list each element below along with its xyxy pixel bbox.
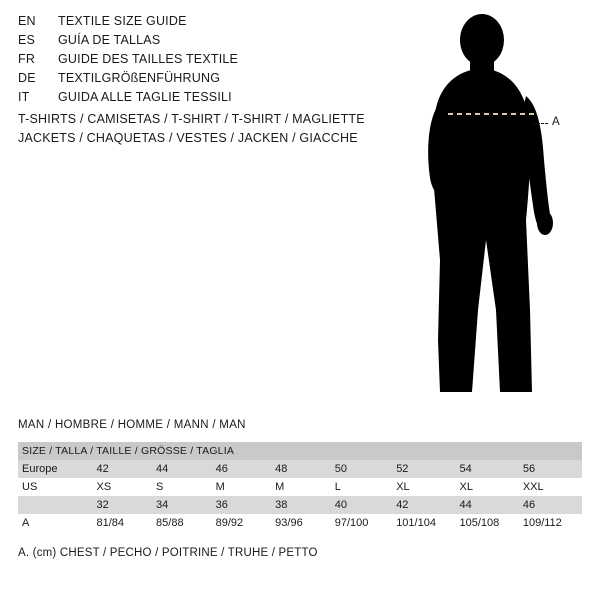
cell-us-5: XL bbox=[392, 478, 455, 496]
cell-europe-4: 50 bbox=[331, 460, 392, 478]
language-text-en: TEXTILE SIZE GUIDE bbox=[58, 14, 187, 28]
language-text-fr: GUIDE DES TAILLES TEXTILE bbox=[58, 52, 239, 66]
language-code-de: DE bbox=[18, 71, 36, 85]
size-table bbox=[18, 442, 582, 532]
row-label-a: A bbox=[18, 514, 92, 532]
table-footnote: A. (cm) CHEST / PECHO / POITRINE / TRUHE / PETTO bbox=[18, 547, 318, 559]
measure-label-a: A bbox=[552, 116, 560, 128]
cell-a-2: 89/92 bbox=[212, 514, 272, 532]
table-row bbox=[18, 514, 582, 532]
cell-usnum-7: 46 bbox=[519, 496, 582, 514]
table-section-title: MAN / HOMBRE / HOMME / MANN / MAN bbox=[18, 419, 246, 431]
cell-a-1: 85/88 bbox=[152, 514, 212, 532]
language-code-fr: FR bbox=[18, 52, 36, 66]
cell-usnum-6: 44 bbox=[456, 496, 519, 514]
cell-us-7: XXL bbox=[519, 478, 582, 496]
language-code-es: ES bbox=[18, 33, 36, 47]
cell-us-3: M bbox=[271, 478, 331, 496]
product-line-jackets: JACKETS / CHAQUETAS / VESTES / JACKEN / GIACCHE bbox=[18, 131, 358, 145]
language-code-en: EN bbox=[18, 14, 36, 28]
language-code-it: IT bbox=[18, 90, 30, 104]
table-header-label: SIZE / TALLA / TAILLE / GRÖSSE / TAGLIA bbox=[18, 442, 582, 460]
cell-a-5: 101/104 bbox=[392, 514, 455, 532]
row-label-europe: Europe bbox=[18, 460, 92, 478]
table-row bbox=[18, 478, 582, 496]
cell-a-7: 109/112 bbox=[519, 514, 582, 532]
row-label-us: US bbox=[18, 478, 92, 496]
cell-europe-6: 54 bbox=[456, 460, 519, 478]
cell-europe-0: 42 bbox=[92, 460, 152, 478]
language-row-en bbox=[18, 14, 378, 33]
cell-usnum-4: 40 bbox=[331, 496, 392, 514]
language-row-de bbox=[18, 71, 378, 90]
language-text-it: GUIDA ALLE TAGLIE TESSILI bbox=[58, 90, 232, 104]
table-row bbox=[18, 496, 582, 514]
language-text-es: GUÍA DE TALLAS bbox=[58, 33, 161, 47]
cell-a-3: 93/96 bbox=[271, 514, 331, 532]
cell-a-4: 97/100 bbox=[331, 514, 392, 532]
cell-us-1: S bbox=[152, 478, 212, 496]
cell-usnum-1: 34 bbox=[152, 496, 212, 514]
cell-usnum-0: 32 bbox=[92, 496, 152, 514]
man-silhouette-figure bbox=[400, 10, 590, 400]
product-line-tshirts: T-SHIRTS / CAMISETAS / T-SHIRT / T-SHIRT / MAGLIETTE bbox=[18, 112, 365, 126]
silhouette-icon bbox=[400, 10, 590, 400]
cell-us-2: M bbox=[212, 478, 272, 496]
cell-us-4: L bbox=[331, 478, 392, 496]
cell-a-0: 81/84 bbox=[92, 514, 152, 532]
cell-usnum-3: 38 bbox=[271, 496, 331, 514]
language-list bbox=[18, 14, 378, 109]
product-category-list bbox=[18, 110, 398, 148]
cell-europe-7: 56 bbox=[519, 460, 582, 478]
language-row-es bbox=[18, 33, 378, 52]
cell-usnum-5: 42 bbox=[392, 496, 455, 514]
cell-europe-3: 48 bbox=[271, 460, 331, 478]
cell-us-6: XL bbox=[456, 478, 519, 496]
cell-usnum-2: 36 bbox=[212, 496, 272, 514]
language-text-de: TEXTILGRÖßENFÜHRUNG bbox=[58, 71, 221, 85]
cell-europe-5: 52 bbox=[392, 460, 455, 478]
language-row-fr bbox=[18, 52, 378, 71]
table-row bbox=[18, 442, 582, 460]
table-row bbox=[18, 460, 582, 478]
cell-a-6: 105/108 bbox=[456, 514, 519, 532]
measure-leader-line bbox=[533, 123, 548, 124]
cell-europe-1: 44 bbox=[152, 460, 212, 478]
cell-europe-2: 46 bbox=[212, 460, 272, 478]
row-label-us-numeric bbox=[18, 496, 92, 514]
cell-us-0: XS bbox=[92, 478, 152, 496]
language-row-it bbox=[18, 90, 378, 109]
